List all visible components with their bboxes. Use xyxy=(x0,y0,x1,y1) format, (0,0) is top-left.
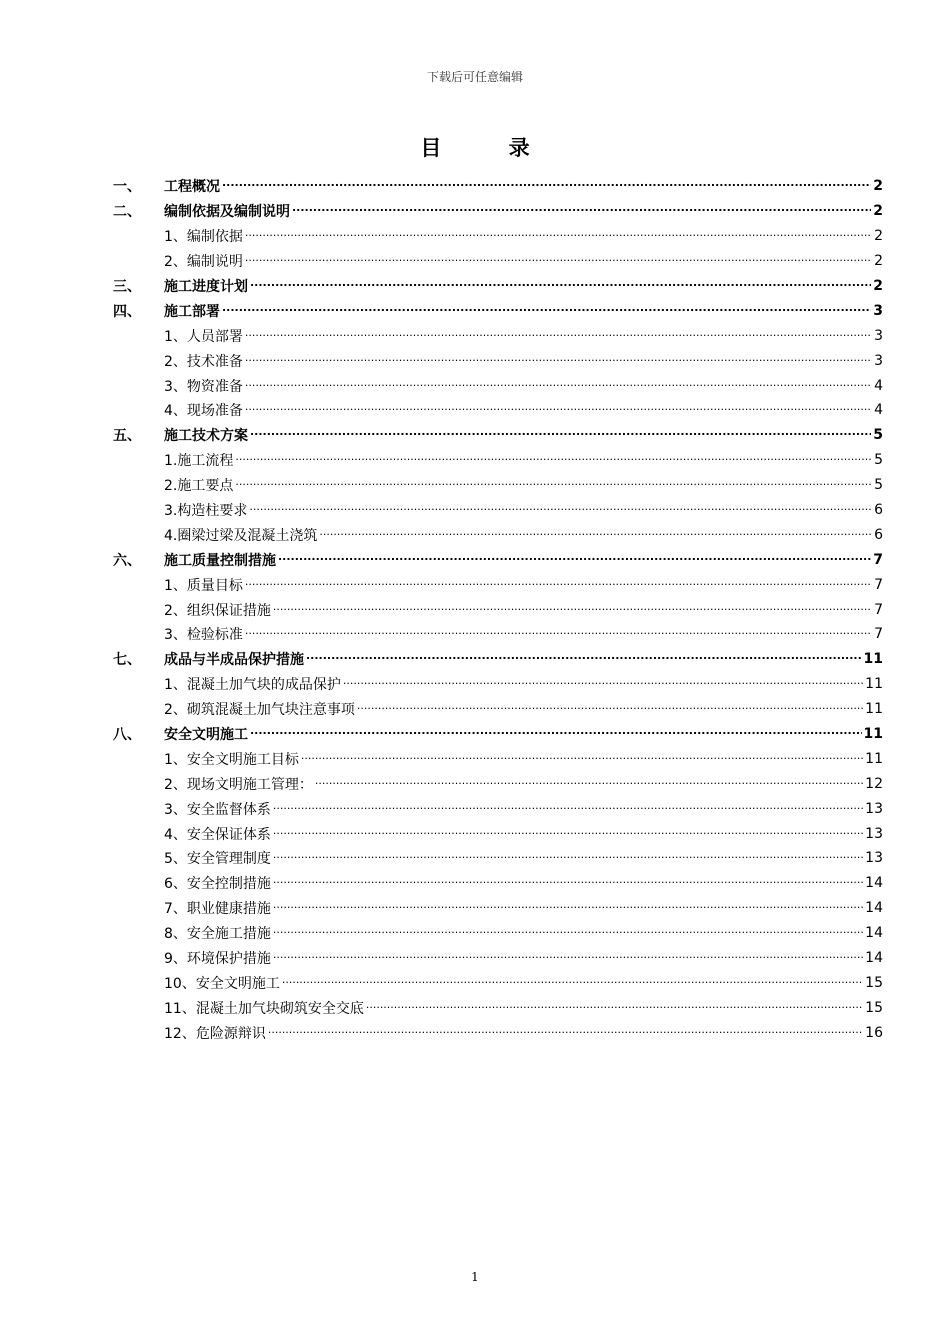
toc-entry[interactable] xyxy=(113,522,883,547)
toc-entry-title: 3、物资准备 xyxy=(164,378,243,395)
toc-dot-leader xyxy=(245,229,872,243)
toc-entry-page: 2 xyxy=(873,278,883,294)
toc-entry-page: 11 xyxy=(865,750,883,767)
toc-entry[interactable] xyxy=(113,373,883,398)
toc-dot-leader xyxy=(319,528,872,542)
toc-dot-leader xyxy=(366,1001,863,1015)
toc-entry-title: 施工部署 xyxy=(164,303,220,320)
toc-entry[interactable] xyxy=(113,473,883,498)
toc-entry-title: 2、组织保证措施 xyxy=(164,602,271,619)
toc-entry-page: 15 xyxy=(865,999,883,1016)
toc-entry-page: 14 xyxy=(865,900,883,917)
toc-dot-leader xyxy=(273,951,863,965)
toc-entry-title: 12、危险源辩识 xyxy=(164,1025,266,1042)
toc-dot-leader xyxy=(250,279,871,293)
toc-entry-title: 1、安全文明施工目标 xyxy=(164,751,299,768)
toc-entry-title: 3、检验标准 xyxy=(164,627,243,644)
toc-entry[interactable] xyxy=(113,971,883,996)
toc-entry[interactable] xyxy=(113,547,883,572)
toc-entry-title: 1、人员部署 xyxy=(164,328,243,345)
toc-entry-number: 一、 xyxy=(113,179,141,196)
toc-entry[interactable] xyxy=(113,224,883,249)
toc-dot-leader xyxy=(301,752,863,766)
toc-entry[interactable] xyxy=(113,348,883,373)
toc-entry-title: 9、环境保护措施 xyxy=(164,951,271,968)
toc-entry-title: 施工技术方案 xyxy=(164,428,248,445)
toc-entry-page: 14 xyxy=(865,950,883,967)
toc-entry-number: 四、 xyxy=(113,303,141,320)
toc-entry-number: 七、 xyxy=(113,652,141,669)
toc-entry[interactable] xyxy=(113,622,883,647)
toc-entry-page: 4 xyxy=(874,377,883,394)
toc-entry-title: 施工进度计划 xyxy=(164,279,248,295)
toc-dot-leader xyxy=(282,976,863,990)
toc-dot-leader xyxy=(249,503,872,517)
toc-dot-leader xyxy=(273,851,863,865)
toc-dot-leader xyxy=(343,677,863,691)
toc-dot-leader xyxy=(273,802,863,816)
toc-dot-leader xyxy=(292,204,871,218)
toc-entry[interactable] xyxy=(113,896,883,921)
toc-entry-page: 13 xyxy=(865,825,883,842)
toc-dot-leader xyxy=(245,329,872,343)
toc-entry-number: 八、 xyxy=(113,727,141,744)
toc-entry-page: 7 xyxy=(874,601,883,618)
toc-entry[interactable] xyxy=(113,995,883,1020)
toc-entry-title: 4.圈梁过梁及混凝土浇筑 xyxy=(164,527,318,544)
toc-entry[interactable] xyxy=(113,846,883,871)
toc-entry[interactable] xyxy=(113,1020,883,1045)
page-header: 下载后可任意编辑 xyxy=(426,70,523,84)
toc-entry-page: 11 xyxy=(863,651,883,668)
toc-entry-page: 2 xyxy=(874,253,883,270)
toc-entry[interactable] xyxy=(113,697,883,722)
toc-entry[interactable] xyxy=(113,572,883,597)
toc-entry-page: 11 xyxy=(865,701,883,718)
toc-dot-leader xyxy=(357,702,863,716)
toc-entry-page: 4 xyxy=(874,402,883,419)
toc-entry-number: 三、 xyxy=(113,279,141,295)
toc-entry[interactable] xyxy=(113,498,883,523)
toc-entry-title: 工程概况 xyxy=(164,179,220,196)
toc-entry-page: 2 xyxy=(873,178,883,195)
toc-dot-leader xyxy=(235,453,872,467)
toc-entry-title: 2、现场文明施工管理： xyxy=(164,776,313,793)
toc-entry[interactable] xyxy=(113,323,883,348)
toc-dot-leader xyxy=(273,827,863,841)
toc-entry-page: 11 xyxy=(865,676,883,693)
toc-dot-leader xyxy=(222,179,871,193)
page-number: 1 xyxy=(471,1270,479,1284)
toc-entry-title: 10、安全文明施工 xyxy=(164,975,280,992)
toc-title: 目 录 xyxy=(420,135,560,160)
toc-entry-page: 5 xyxy=(874,477,883,494)
toc-entry[interactable] xyxy=(113,946,883,971)
toc-entry-title: 2、砌筑混凝土加气块注意事项 xyxy=(164,702,355,719)
toc-entry-title: 11、混凝土加气块砌筑安全交底 xyxy=(164,1000,364,1017)
toc-entry-title: 3.构造柱要求 xyxy=(164,503,248,520)
toc-dot-leader xyxy=(245,354,872,368)
toc-entry[interactable] xyxy=(113,647,883,672)
toc-dot-leader xyxy=(235,478,872,492)
toc-entry-title: 8、安全施工措施 xyxy=(164,926,271,943)
toc-entry-page: 12 xyxy=(865,775,883,792)
toc-dot-leader xyxy=(268,1026,863,1040)
toc-dot-leader xyxy=(250,727,862,741)
table-of-contents xyxy=(113,174,883,1045)
toc-dot-leader xyxy=(315,777,863,791)
toc-entry[interactable] xyxy=(113,771,883,796)
toc-entry-title: 施工质量控制措施 xyxy=(164,552,276,569)
toc-dot-leader xyxy=(278,553,871,567)
toc-entry[interactable] xyxy=(113,597,883,622)
toc-entry-title: 3、安全监督体系 xyxy=(164,801,271,818)
toc-dot-leader xyxy=(245,627,872,641)
toc-dot-leader xyxy=(273,926,863,940)
toc-entry-title: 成品与半成品保护措施 xyxy=(164,652,304,669)
toc-dot-leader xyxy=(222,304,871,318)
toc-entry-title: 2.施工要点 xyxy=(164,478,234,495)
toc-entry-page: 13 xyxy=(865,850,883,867)
toc-entry-number: 二、 xyxy=(113,204,141,221)
toc-entry-page: 7 xyxy=(874,626,883,643)
toc-entry-title: 4、现场准备 xyxy=(164,403,243,420)
toc-entry-title: 2、技术准备 xyxy=(164,353,243,370)
toc-entry[interactable] xyxy=(113,199,883,224)
toc-entry-page: 3 xyxy=(873,302,883,319)
toc-entry-title: 2、编制说明 xyxy=(164,254,243,271)
toc-entry-title: 1.施工流程 xyxy=(164,453,234,470)
toc-entry-page: 3 xyxy=(874,352,883,369)
toc-entry[interactable] xyxy=(113,249,883,274)
toc-entry-page: 16 xyxy=(865,1024,883,1041)
toc-entry-page: 6 xyxy=(874,526,883,543)
toc-entry[interactable] xyxy=(113,423,883,448)
toc-entry-number: 五、 xyxy=(113,428,141,445)
toc-dot-leader xyxy=(273,901,863,915)
toc-entry-title: 1、编制依据 xyxy=(164,229,243,246)
toc-entry-page: 6 xyxy=(874,502,883,519)
toc-entry-title: 编制依据及编制说明 xyxy=(164,204,290,221)
toc-dot-leader xyxy=(245,578,872,592)
toc-entry-page: 7 xyxy=(874,576,883,593)
toc-dot-leader xyxy=(245,403,872,417)
toc-entry[interactable] xyxy=(113,398,883,423)
toc-entry[interactable] xyxy=(113,821,883,846)
toc-entry-title: 5、安全管理制度 xyxy=(164,851,271,868)
toc-entry-number: 六、 xyxy=(113,552,141,569)
toc-entry-page: 3 xyxy=(874,327,883,344)
toc-entry[interactable] xyxy=(113,274,883,299)
toc-entry-title: 6、安全控制措施 xyxy=(164,876,271,893)
toc-entry[interactable] xyxy=(113,298,883,323)
toc-entry[interactable] xyxy=(113,796,883,821)
toc-entry-page: 5 xyxy=(873,427,883,444)
toc-dot-leader xyxy=(273,876,863,890)
toc-entry-title: 7、职业健康措施 xyxy=(164,901,271,918)
toc-entry-page: 14 xyxy=(865,925,883,942)
toc-entry[interactable] xyxy=(113,448,883,473)
toc-entry[interactable] xyxy=(113,871,883,896)
toc-entry-page: 2 xyxy=(873,203,883,220)
toc-entry-page: 15 xyxy=(865,974,883,991)
toc-entry[interactable] xyxy=(113,672,883,697)
toc-entry-page: 13 xyxy=(865,800,883,817)
toc-dot-leader xyxy=(273,603,872,617)
toc-entry-page: 7 xyxy=(873,551,883,568)
toc-dot-leader xyxy=(250,428,871,442)
toc-entry-page: 11 xyxy=(863,726,883,743)
toc-dot-leader xyxy=(245,254,872,268)
toc-dot-leader xyxy=(306,652,862,666)
toc-entry-title: 安全文明施工 xyxy=(164,727,248,744)
toc-entry-page: 5 xyxy=(874,452,883,469)
toc-entry-title: 4、安全保证体系 xyxy=(164,826,271,843)
toc-entry[interactable] xyxy=(113,722,883,747)
toc-entry-title: 1、质量目标 xyxy=(164,577,243,594)
toc-entry-page: 14 xyxy=(865,875,883,892)
toc-entry[interactable] xyxy=(113,174,883,199)
toc-entry[interactable] xyxy=(113,746,883,771)
toc-entry-title: 1、混凝土加气块的成品保护 xyxy=(164,677,341,694)
toc-dot-leader xyxy=(245,379,872,393)
toc-entry[interactable] xyxy=(113,921,883,946)
toc-entry-page: 2 xyxy=(874,228,883,245)
